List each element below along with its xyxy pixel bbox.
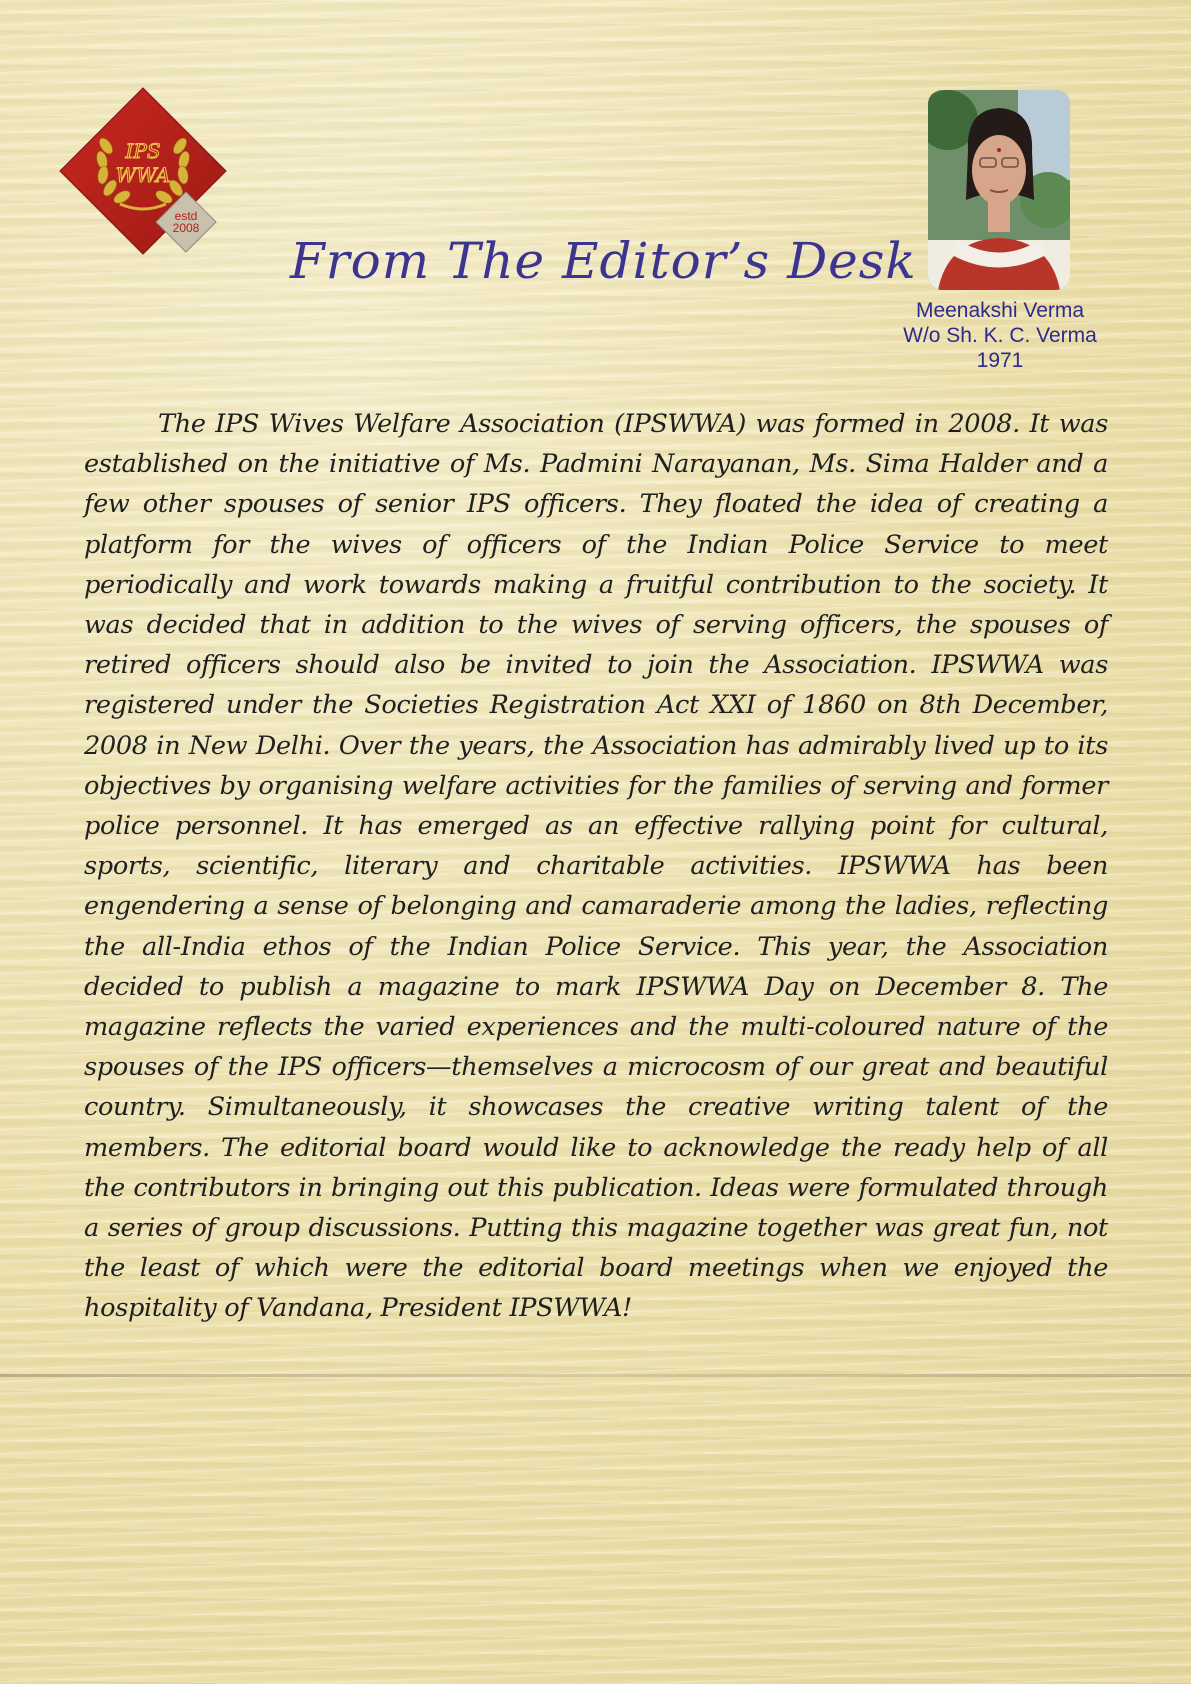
editor-photo	[928, 90, 1070, 290]
logo-badge-estd: estd	[174, 209, 198, 223]
editor-portrait-icon	[928, 90, 1070, 290]
editor-name: Meenakshi Verma	[915, 299, 1085, 322]
page-title: From The Editor’s Desk	[290, 232, 917, 290]
editor-relation: W/o Sh. K. C. Verma	[903, 324, 1097, 347]
editor-caption	[880, 298, 1120, 373]
logo-badge-year: 2008	[172, 221, 200, 235]
editor-year: 1971	[976, 349, 1024, 372]
page-divider	[0, 1374, 1191, 1377]
logo-emblem-icon	[58, 86, 228, 256]
editorial-body: The IPS Wives Welfare Association (IPSWWA) was formed in 2008. It was established on the initiative of Ms. Padmini Narayanan, Ms. Sima Halder and a few other spouses of senior IPS officers. They floated the idea of creating a platform for the wives of officers of the Indian Police Service to meet periodically and work towards making a fruitful contribution to the society. It was decided that in addition to the wives of serving officers, the spouses of retired officers should also be invited to join the Association. IPSWWA was registered under the Societies Registration Act XXI of 1860 on 8th December, 2008 in New Delhi. Over the years, the Association has admirably lived up to its objectives by organising welfare activities for the families of serving and former police personnel. It has emerged as an effective rallying point for cultural, sports, scientific, literary and charitable activities. IPSWWA has been engendering a sense of belonging and camaraderie among the ladies, reflecting the all-India ethos of the Indian Police Service. This year, the Association decided to publish a magazine to mark IPSWWA Day on December 8. The magazine reflects the varied experiences and the multi-coloured nature of the spouses of the IPS officers—themselves a microcosm of our great and beautiful country. Simultaneously, it showcases the creative writing talent of the members. The editorial board would like to acknowledge the ready help of all the contributors in bringing out this publication. Ideas were formulated through a series of group discussions. Putting this magazine together was great fun, not the least of which were the editorial board meetings when we enjoyed the hospitality of Vandana, President IPSWWA!	[84, 409, 1108, 1324]
logo-monogram-line2: WWA	[115, 163, 171, 187]
logo-monogram-line1: IPS	[125, 139, 161, 163]
ipswwa-logo	[58, 86, 228, 256]
